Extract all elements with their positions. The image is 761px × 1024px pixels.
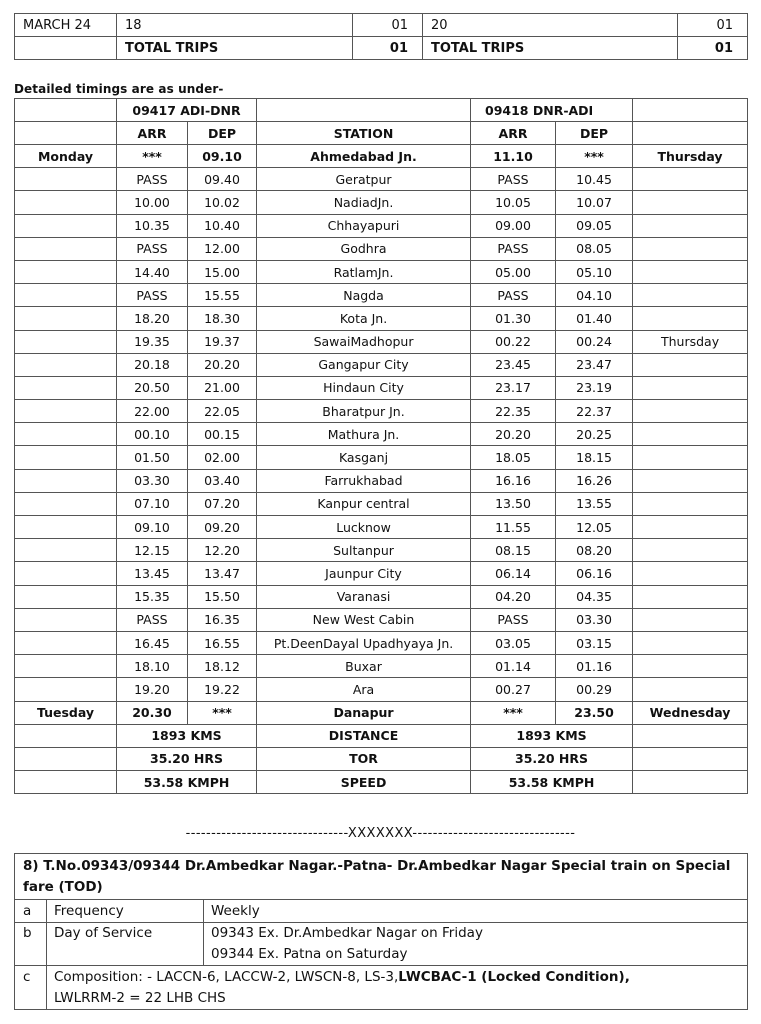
- down-arr: PASS: [471, 284, 556, 307]
- up-arr: 14.40: [117, 260, 188, 283]
- up-arr: 22.00: [117, 400, 188, 423]
- up-arr: 19.35: [117, 330, 188, 353]
- down-arr: 09.00: [471, 214, 556, 237]
- table-row: [15, 655, 748, 678]
- day-up: Monday: [15, 145, 117, 168]
- down-dep: 00.29: [556, 678, 633, 701]
- down-arr: 11.55: [471, 516, 556, 539]
- up-arr: 12.15: [117, 539, 188, 562]
- down-arr: 10.05: [471, 191, 556, 214]
- station-name: Kota Jn.: [257, 307, 471, 330]
- day-up: [15, 678, 117, 701]
- table-row: [15, 307, 748, 330]
- station-name: Jaunpur City: [257, 562, 471, 585]
- up-dep: 02.00: [188, 446, 257, 469]
- station-name: NadiadJn.: [257, 191, 471, 214]
- table-row: [15, 168, 748, 191]
- day-up: [15, 237, 117, 260]
- train-8-title: 8) T.No.09343/09344 Dr.Ambedkar Nagar.-Patna- Dr.Ambedkar Nagar Special train on Special fare (TOD): [15, 854, 748, 900]
- day-down: [633, 539, 748, 562]
- empty-cell: [633, 747, 748, 770]
- day-down: [633, 260, 748, 283]
- up-arr: ***: [117, 145, 188, 168]
- day-up: [15, 353, 117, 376]
- day-up: [15, 400, 117, 423]
- table-row: [15, 469, 748, 492]
- total-trips-label: TOTAL TRIPS: [423, 37, 678, 60]
- day-down: [633, 400, 748, 423]
- empty-cell: [257, 99, 471, 122]
- day-of-service-value: [204, 923, 748, 966]
- up-dep: 19.37: [188, 330, 257, 353]
- day-down: Thursday: [633, 330, 748, 353]
- up-dep: 15.55: [188, 284, 257, 307]
- down-dep: 03.30: [556, 608, 633, 631]
- tor-label: TOR: [257, 747, 471, 770]
- down-dep: 00.24: [556, 330, 633, 353]
- station-name: Kanpur central: [257, 492, 471, 515]
- down-arr: 11.10: [471, 145, 556, 168]
- day-down: [633, 191, 748, 214]
- tor-down: 35.20 HRS: [471, 747, 633, 770]
- down-arr: 05.00: [471, 260, 556, 283]
- up-dep: 18.30: [188, 307, 257, 330]
- service-line-1: 09343 Ex. Dr.Ambedkar Nagar on Friday: [211, 925, 483, 941]
- day-up: [15, 469, 117, 492]
- up-arr: 01.50: [117, 446, 188, 469]
- day-down: Wednesday: [633, 701, 748, 724]
- empty-cell: [633, 99, 748, 122]
- row-letter: c: [15, 966, 47, 1010]
- table-row: [15, 446, 748, 469]
- timings-table: [14, 98, 748, 794]
- up-arr: 07.10: [117, 492, 188, 515]
- station-name: Gangapur City: [257, 353, 471, 376]
- up-arr: 13.45: [117, 562, 188, 585]
- down-arr: 03.05: [471, 631, 556, 654]
- down-arr: ***: [471, 701, 556, 724]
- up-arr: 16.45: [117, 631, 188, 654]
- station-header: STATION: [257, 122, 471, 145]
- train-header-row: [15, 99, 748, 122]
- day-up: [15, 562, 117, 585]
- empty-cell: [15, 771, 117, 794]
- down-dep: 08.05: [556, 237, 633, 260]
- distance-row: [15, 724, 748, 747]
- empty-cell: [15, 747, 117, 770]
- summary-row: [15, 14, 748, 37]
- speed-label: SPEED: [257, 771, 471, 794]
- day-down: [633, 631, 748, 654]
- empty-cell: [15, 122, 117, 145]
- up-arr: 03.30: [117, 469, 188, 492]
- station-name: Danapur: [257, 701, 471, 724]
- station-name: Godhra: [257, 237, 471, 260]
- day-down: [633, 214, 748, 237]
- day-down: [633, 307, 748, 330]
- up-arr: PASS: [117, 284, 188, 307]
- table-row: [15, 400, 748, 423]
- day-down: [633, 168, 748, 191]
- empty-cell: [15, 724, 117, 747]
- train-8-table: [14, 853, 748, 1010]
- day-down: [633, 516, 748, 539]
- empty-cell: [633, 771, 748, 794]
- down-dep: 06.16: [556, 562, 633, 585]
- up-dep: 10.40: [188, 214, 257, 237]
- down-dep: 12.05: [556, 516, 633, 539]
- empty-cell: [633, 724, 748, 747]
- up-dep: 12.00: [188, 237, 257, 260]
- day-down: [633, 376, 748, 399]
- station-name: Varanasi: [257, 585, 471, 608]
- table-row: [15, 678, 748, 701]
- total-trips-up: 01: [353, 37, 423, 60]
- day-up: [15, 260, 117, 283]
- day-up: [15, 446, 117, 469]
- station-name: Ara: [257, 678, 471, 701]
- up-arr: PASS: [117, 168, 188, 191]
- total-trips-down: 01: [678, 37, 748, 60]
- dep-header: DEP: [556, 122, 633, 145]
- up-dep: 09.40: [188, 168, 257, 191]
- day-up: [15, 214, 117, 237]
- down-dep: 20.25: [556, 423, 633, 446]
- down-dep: 23.19: [556, 376, 633, 399]
- station-name: Geratpur: [257, 168, 471, 191]
- train-down-label: 09418 DNR-ADI: [471, 99, 633, 122]
- day-down: [633, 423, 748, 446]
- station-name: New West Cabin: [257, 608, 471, 631]
- distance-up: 1893 KMS: [117, 724, 257, 747]
- day-down: [633, 284, 748, 307]
- day-up: [15, 330, 117, 353]
- station-name: Ahmedabad Jn.: [257, 145, 471, 168]
- table-row: [15, 284, 748, 307]
- table-row: [15, 191, 748, 214]
- tor-up: 35.20 HRS: [117, 747, 257, 770]
- station-name: RatlamJn.: [257, 260, 471, 283]
- day-up: [15, 168, 117, 191]
- month-cell: MARCH 24: [15, 14, 117, 37]
- up-arr: 20.50: [117, 376, 188, 399]
- up-arr: 10.35: [117, 214, 188, 237]
- column-header-row: [15, 122, 748, 145]
- table-row: [15, 376, 748, 399]
- up-arr: 20.30: [117, 701, 188, 724]
- composition-bold: LWCBAC-1 (Locked Condition),: [398, 969, 630, 985]
- up-dep: 15.50: [188, 585, 257, 608]
- up-dep: 13.47: [188, 562, 257, 585]
- table-row: [15, 353, 748, 376]
- day-up: [15, 539, 117, 562]
- down-dep: 13.55: [556, 492, 633, 515]
- tor-row: [15, 747, 748, 770]
- composition-value: [47, 966, 748, 1010]
- down-arr: PASS: [471, 237, 556, 260]
- up-dep: 19.22: [188, 678, 257, 701]
- down-dep: 04.10: [556, 284, 633, 307]
- down-dep: 01.40: [556, 307, 633, 330]
- down-arr: 23.45: [471, 353, 556, 376]
- empty-cell: [15, 37, 117, 60]
- empty-cell: [15, 99, 117, 122]
- up-arr: 19.20: [117, 678, 188, 701]
- day-up: [15, 655, 117, 678]
- day-up: [15, 191, 117, 214]
- day-down: Thursday: [633, 145, 748, 168]
- up-day-cell: 18: [117, 14, 353, 37]
- station-name: Pt.DeenDayal Upadhyaya Jn.: [257, 631, 471, 654]
- up-dep: 22.05: [188, 400, 257, 423]
- table-row: [15, 562, 748, 585]
- down-dep: 08.20: [556, 539, 633, 562]
- frequency-value: Weekly: [204, 900, 748, 923]
- down-arr: PASS: [471, 608, 556, 631]
- station-name: Mathura Jn.: [257, 423, 471, 446]
- station-name: Kasganj: [257, 446, 471, 469]
- day-down: [633, 562, 748, 585]
- up-arr: 15.35: [117, 585, 188, 608]
- station-name: SawaiMadhopur: [257, 330, 471, 353]
- up-dep: 12.20: [188, 539, 257, 562]
- up-dep: 09.20: [188, 516, 257, 539]
- up-dep: 15.00: [188, 260, 257, 283]
- total-trips-row: [15, 37, 748, 60]
- down-arr: 18.05: [471, 446, 556, 469]
- table-row: [15, 701, 748, 724]
- up-arr: 18.10: [117, 655, 188, 678]
- row-letter: a: [15, 900, 47, 923]
- day-down: [633, 446, 748, 469]
- up-arr: PASS: [117, 608, 188, 631]
- down-arr: 04.20: [471, 585, 556, 608]
- service-line-2: 09344 Ex. Patna on Saturday: [211, 946, 408, 962]
- trip-summary-table: [14, 13, 748, 60]
- table-row: [15, 423, 748, 446]
- day-up: [15, 492, 117, 515]
- down-day-cell: 20: [423, 14, 678, 37]
- station-name: Lucknow: [257, 516, 471, 539]
- day-of-service-label: Day of Service: [47, 923, 204, 966]
- down-dep: ***: [556, 145, 633, 168]
- day-down: [633, 469, 748, 492]
- table-row: [15, 539, 748, 562]
- down-dep: 01.16: [556, 655, 633, 678]
- table-row: [15, 145, 748, 168]
- table-row: [15, 516, 748, 539]
- down-dep: 05.10: [556, 260, 633, 283]
- arr-header: ARR: [117, 122, 188, 145]
- table-row: [15, 237, 748, 260]
- station-name: Sultanpur: [257, 539, 471, 562]
- composition-prefix: Composition: - LACCN-6, LACCW-2, LWSCN-8, LS-3,: [54, 969, 399, 985]
- day-up: [15, 284, 117, 307]
- table-row: [15, 631, 748, 654]
- down-dep: 03.15: [556, 631, 633, 654]
- day-up: [15, 307, 117, 330]
- section-separator: --------------------------------XXXXXXX--------------------------------: [185, 826, 576, 841]
- station-name: Bharatpur Jn.: [257, 400, 471, 423]
- day-down: [633, 655, 748, 678]
- day-up: [15, 516, 117, 539]
- day-of-service-row: [15, 923, 748, 966]
- distance-down: 1893 KMS: [471, 724, 633, 747]
- frequency-row: [15, 900, 748, 923]
- table-row: [15, 492, 748, 515]
- up-dep: ***: [188, 701, 257, 724]
- arr-header: ARR: [471, 122, 556, 145]
- day-down: [633, 678, 748, 701]
- speed-up: 53.58 KMPH: [117, 771, 257, 794]
- station-name: Buxar: [257, 655, 471, 678]
- up-dep: 16.55: [188, 631, 257, 654]
- day-up: [15, 376, 117, 399]
- up-dep: 18.12: [188, 655, 257, 678]
- up-dep: 16.35: [188, 608, 257, 631]
- down-arr: 01.30: [471, 307, 556, 330]
- up-arr: 20.18: [117, 353, 188, 376]
- down-arr: 23.17: [471, 376, 556, 399]
- table-row: [15, 608, 748, 631]
- down-dep: 22.37: [556, 400, 633, 423]
- station-name: Hindaun City: [257, 376, 471, 399]
- down-dep: 09.05: [556, 214, 633, 237]
- up-count-cell: 01: [353, 14, 423, 37]
- table-row: [15, 260, 748, 283]
- table-row: [15, 214, 748, 237]
- composition-line-2: LWLRRM-2 = 22 LHB CHS: [54, 990, 226, 1006]
- down-arr: 22.35: [471, 400, 556, 423]
- station-name: Farrukhabad: [257, 469, 471, 492]
- down-dep: 10.45: [556, 168, 633, 191]
- up-dep: 10.02: [188, 191, 257, 214]
- down-arr: 13.50: [471, 492, 556, 515]
- down-dep: 16.26: [556, 469, 633, 492]
- station-name: Nagda: [257, 284, 471, 307]
- up-arr: 09.10: [117, 516, 188, 539]
- dep-header: DEP: [188, 122, 257, 145]
- speed-row: [15, 771, 748, 794]
- up-dep: 07.20: [188, 492, 257, 515]
- day-down: [633, 585, 748, 608]
- down-arr: 08.15: [471, 539, 556, 562]
- down-arr: 01.14: [471, 655, 556, 678]
- day-up: [15, 608, 117, 631]
- up-dep: 03.40: [188, 469, 257, 492]
- down-dep: 23.47: [556, 353, 633, 376]
- day-up: [15, 423, 117, 446]
- up-arr: 10.00: [117, 191, 188, 214]
- day-up: [15, 585, 117, 608]
- down-dep: 23.50: [556, 701, 633, 724]
- up-dep: 09.10: [188, 145, 257, 168]
- up-arr: 00.10: [117, 423, 188, 446]
- day-up: Tuesday: [15, 701, 117, 724]
- frequency-label: Frequency: [47, 900, 204, 923]
- down-arr: 16.16: [471, 469, 556, 492]
- up-dep: 20.20: [188, 353, 257, 376]
- day-down: [633, 237, 748, 260]
- up-arr: 18.20: [117, 307, 188, 330]
- row-letter: b: [15, 923, 47, 966]
- day-down: [633, 492, 748, 515]
- day-up: [15, 631, 117, 654]
- up-dep: 00.15: [188, 423, 257, 446]
- train-up-label: 09417 ADI-DNR: [117, 99, 257, 122]
- composition-row: [15, 966, 748, 1010]
- table-row: [15, 330, 748, 353]
- down-arr: 20.20: [471, 423, 556, 446]
- speed-down: 53.58 KMPH: [471, 771, 633, 794]
- table-row: [15, 585, 748, 608]
- down-arr: 00.22: [471, 330, 556, 353]
- total-trips-label: TOTAL TRIPS: [117, 37, 353, 60]
- down-arr: 00.27: [471, 678, 556, 701]
- up-dep: 21.00: [188, 376, 257, 399]
- section-intro: Detailed timings are as under-: [14, 82, 224, 96]
- up-arr: PASS: [117, 237, 188, 260]
- day-down: [633, 608, 748, 631]
- empty-cell: [633, 122, 748, 145]
- day-down: [633, 353, 748, 376]
- down-dep: 10.07: [556, 191, 633, 214]
- down-count-cell: 01: [678, 14, 748, 37]
- down-dep: 04.35: [556, 585, 633, 608]
- station-name: Chhayapuri: [257, 214, 471, 237]
- down-dep: 18.15: [556, 446, 633, 469]
- distance-label: DISTANCE: [257, 724, 471, 747]
- down-arr: PASS: [471, 168, 556, 191]
- down-arr: 06.14: [471, 562, 556, 585]
